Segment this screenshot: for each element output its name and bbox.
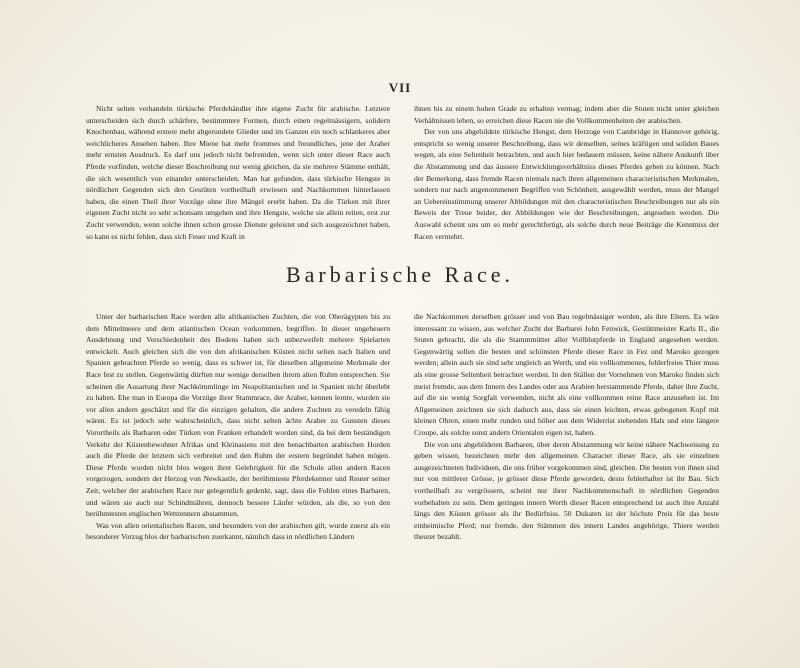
paragraph: Was von allen orientalischen Racen, und besonders von der arabischen gilt, wurde zuerst als ein besonderer Vorzug blos der barbarischen zuerkannt, nämlich dass in nördlichen Ländern bbox=[86, 520, 390, 542]
bottom-right-column bbox=[414, 311, 719, 543]
section-title: Barbarische Race. bbox=[285, 262, 515, 287]
paragraph: ihnen bis zu einem hohen Grade zu erhalten vermag; indem aber die Stuten nicht unter gleichen Verhältnissen leben, so erreichen diese Racen nie die Vollkommenheiten der arabischen. bbox=[414, 104, 719, 125]
bottom-left-column bbox=[86, 311, 390, 543]
paragraph: Die von uns abgebildeten Barbaren, über deren Abstammung wir keine nähere Nachweisung zu geben wissen, bezeichnen mehr den allgemeinen Character dieser Race, als sie einzelnen ausgezeichneten Individuen, die uns früher vorgekommen sind, gleichen. Die besten von ihnen sind nur von mittlerer Grösse, je grösser diese Pferde geworden, desto fehlerhafter ist ihr Bau. Sich vortheilhaft zu vergrössern, scheint nur ihrer Nachkommenschaft in nördlichen Gegenden vorbehalten zu sein. Dem geringen innern Werth dieser Racen entsprechend ist auch ihre Anzahl längs den Küsten grösser als ihr Bedürfniss. 50 Dukaten ist der höchste Preis für das beste einheimische Pferd; nur fremde, den Stämmen des innern Landes angehörige, Thiere werden theurer bezahlt. bbox=[414, 439, 719, 542]
page-number: VII bbox=[388, 80, 412, 95]
paragraph: Unter der barbarischen Race werden alle afrikanischen Zuchten, die von Oberägypten bis zu dem Mittelmeere und dem atlantischen Ocean vorkommen, begriffen. In dieser ungeheuern Ausdehnung und Verschiedenheit des Bodens haben sich unbezweifelt mehrere Spielarten entwickelt. Auch gleichen sich die von den afrikanischen Küsten nicht selten nach Italien und Spanien gebrachten Pferde so wenig, dass es schwer ist, für dieselben allgemeine Merkmale der Race fest zu stellen. Gegenwärtig dürften nur wenige derselben ihrem alten Ruhm entsprechen. Sie scheinen die Ausartung ihrer Nachkömmlinge im Neapolitanischen und in Spanien nicht überlebt zu haben. Ehe man in Europa die Vorzüge ihrer Stammrace, der Araber, kennen lernte, wurden sie vor allen andern geschätzt und für die einzigen gehalten, die andere Zuchten zu veredeln fähig wären. Es ist jedoch sehr wahrscheinlich, dass nicht selten ächte Araber zu Gunsten dieses Vorurtheils als Barbaren oder Türken von Franken erhandelt worden sind, da bei dem beständigen Verkehr der Küstenbewohner Afrikas und Kleinasiens mit den benachbarten arabischen Horden auch die Pferde der letztern sich verbreitet und den Ruhm der erstern begründet haben mögen. Diese Pferde wurden nicht blos wegen ihrer Gelehrigkeit für die Schule allen andern Racen vorgezogen, sondern der Herzog von Newkastle, der berühmteste Pferdekenner und Reuter seiner Zeit, welcher der arabischen Race nur gelegentlich gedenkt, sagt, dass die Fohlen eines Barbaren, und wären sie auch nur Schindmähren, dennoch bessere Läufer würden, als die, so von den berühmtesten englischen Wettrennern abstammen. bbox=[86, 312, 390, 519]
paragraph: die Nachkommen derselben grösser und von Bau regelmässiger werden, als ihre Eltern. Es wäre interessant zu wissen, aus welcher Zucht der Barbarei John Fenwick, Gestüttmeister Karls II., die Stuten gebracht, die als die Stammmütter aller Vollblutpferde in England angesehen werden. Gegenwärtig sollen die besten und schönsten Pferde dieser Race in Fez und Maroko gezogen werden; allein auch sie sind sehr ungleich an Werth, und ein vollkommenes, fehlerfreies Thier muss als eine grosse Seltenheit betrachtet werden. In den Ställen der Vornehmen von Maroko finden sich meist fremde, aus dem Innern des Landes oder aus Arabien herstammende Pferde, daher ihre Zucht, auf die sie wenig Sorgfalt verwenden, nicht als eine vollkommen reine Race anzusehen ist. Im Allgemeinen zeichnen sie sich dadurch aus, dass sie einen leichten, etwas gebogenen Kopf mit kleinen Ohren, einen mehr runden und höher aus dem Widerrist stehenden Hals und eine längere Croupe, als solche sonst andern Orientalen eigen ist, haben. bbox=[414, 312, 719, 437]
paragraph: Nicht selten verhandeln türkische Pferdehändler ihre eigene Zucht für arabische. Letztere unterscheiden sich durch schärfere, bestimmtere Formen, durch einen regelmässigern, solidern Knochenbau, während erstere mehr abgerundete Glieder und im Ganzen ein noch schlankeres aber weichlicheres Ansehen haben. Ihre Miene hat mehr frommes und freundliches, jene der Araber mehr ernsten Ausdruck. Es darf uns jedoch nicht befremden, wenn sich unter dieser Race auch Pferde vorfinden, welche dieser Beschreibung nur wenig gleichen, da sie mehrere Stämme enthält, die sich wesentlich von einander unterscheiden. Man hat gefunden, dass türkische Hengste in nördlichen Gegenden sich den Gestüten vortheilhaft erwiesen und Nachkommen hinterlassen haben, die einen Theil ihrer Vorzüge ohne ihre Mängel ererbt haben. Da die Türken mit ihrer eigenen Zucht nicht so sehr schonsam umgehen und ihre Hengste, welche sie allein reiten, erst zur Zucht verwenden, wenn solche ihnen schon grosse Dienste geleistet und sich ausgezeichnet haben, so kann es nicht fehlen, dass sich Feuer und Kraft in bbox=[86, 104, 390, 241]
top-left-column bbox=[86, 103, 390, 242]
paragraph: Der von uns abgebildete türkische Hengst, dem Herzoge von Cambridge in Hannover gehörig, entspricht so wenig unserer Beschreibung, dass wir denselben, seines kräftigen und soliden Baues wegen, als eine Seltenheit betrachten, und auch hier bedauern müssen, keine nähere Auskunft über die Abstammung und das äussere Entwicklungsverhältniss dieses Pferdes geben zu können. Nach der Bemerkung, dass fremde Racen niemals nach ihren allgemeinen characteristischen Merkmalen, sondern nur nach angenommenen Begriffen von Schönheit, ausgewählt werden, muss der Mangel an Uebereinstimmung unserer Abbildungen mit den characteristischen Beschreibungen nur als ein Beweis der Treue beider, der Abbildungen wie der Beschreibungen, angesehen werden. Die Auswahl scheint uns um so mehr gerechtfertigt, als solche durch neue Beiträge die Kenntniss der Racen vermehrt. bbox=[414, 127, 719, 241]
top-right-column bbox=[414, 103, 719, 242]
